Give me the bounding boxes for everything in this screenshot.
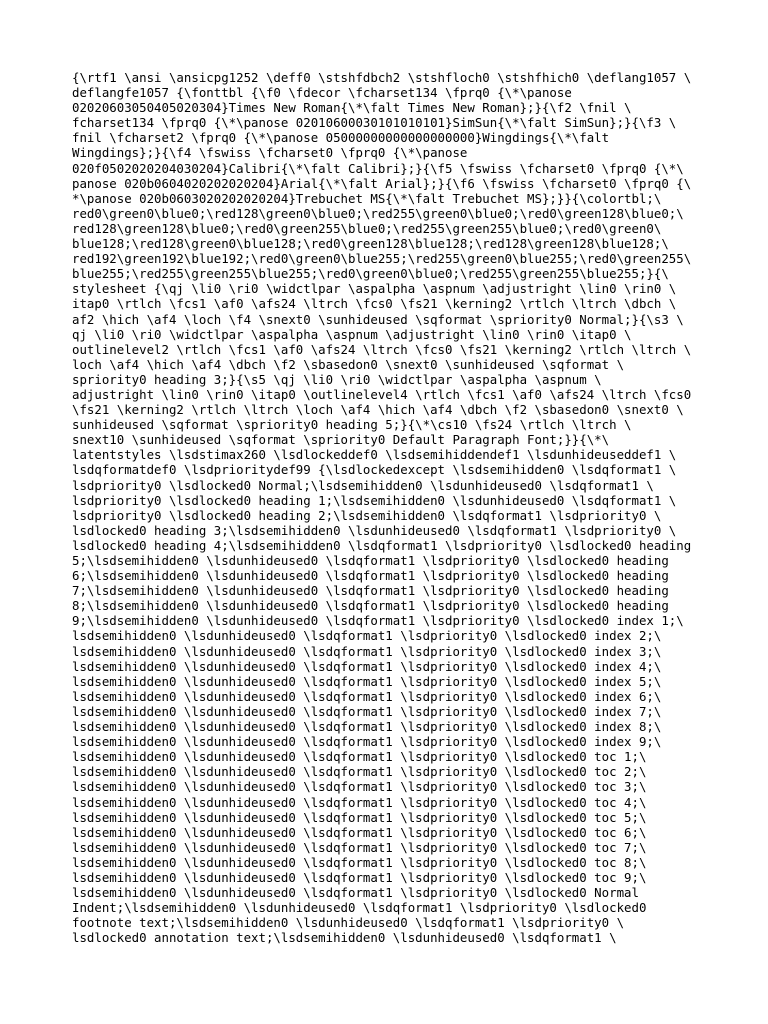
text-line: lsdsemihidden0 \lsdunhideused0 \lsdqformat1 \lsdpriority0 \lsdlocked0 toc 2;\ <box>72 764 647 780</box>
text-line: lsdpriority0 \lsdlocked0 Normal;\lsdsemihidden0 \lsdunhideused0 \lsdqformat1 \ <box>72 477 654 493</box>
text-line: lsdsemihidden0 \lsdunhideused0 \lsdqformat1 \lsdpriority0 \lsdlocked0 index 8;\ <box>72 719 662 735</box>
text-line: fcharset134 \fprq0 {\*\panose 02010600030101010101}SimSun{\*\falt SimSun};}{\f3 \ <box>72 115 677 131</box>
text-line: lsdlocked0 heading 3;\lsdsemihidden0 \lsdunhideused0 \lsdqformat1 \lsdpriority0 \ <box>72 522 677 538</box>
text-line: footnote text;\lsdsemihidden0 \lsdunhideused0 \lsdqformat1 \lsdpriority0 \ <box>72 915 625 931</box>
text-line: sunhideused \sqformat \spriority0 heading 5;}{\*\cs10 \fs24 \rtlch \ltrch \ <box>72 417 632 433</box>
text-line: lsdpriority0 \lsdlocked0 heading 2;\lsdsemihidden0 \lsdqformat1 \lsdpriority0 \ <box>72 507 662 523</box>
text-line: lsdsemihidden0 \lsdunhideused0 \lsdqformat1 \lsdpriority0 \lsdlocked0 toc 5;\ <box>72 809 647 825</box>
text-line: spriority0 heading 3;}{\s5 \qj \li0 \ri0 \widctlpar \aspalpha \aspnum \ <box>72 371 602 387</box>
text-line: red192\green192\blue192;\red0\green0\blue255;\red255\green0\blue255;\red0\green255\ <box>72 251 692 267</box>
text-line: lsdsemihidden0 \lsdunhideused0 \lsdqformat1 \lsdpriority0 \lsdlocked0 index 6;\ <box>72 688 662 704</box>
document-page <box>72 70 712 945</box>
text-line: latentstyles \lsdstimax260 \lsdlockeddef0 \lsdsemihiddendef1 \lsdunhideuseddef1 \ <box>72 447 677 463</box>
text-line: 9;\lsdsemihidden0 \lsdunhideused0 \lsdqformat1 \lsdpriority0 \lsdlocked0 index 1;\ <box>72 613 684 629</box>
text-line: lsdsemihidden0 \lsdunhideused0 \lsdqformat1 \lsdpriority0 \lsdlocked0 toc 9;\ <box>72 869 647 885</box>
text-line: itap0 \rtlch \fcs1 \af0 \afs24 \ltrch \fcs0 \fs21 \kerning2 \rtlch \ltrch \dbch \ <box>72 296 677 312</box>
text-line: lsdsemihidden0 \lsdunhideused0 \lsdqformat1 \lsdpriority0 \lsdlocked0 toc 3;\ <box>72 779 647 795</box>
text-line: 8;\lsdsemihidden0 \lsdunhideused0 \lsdqformat1 \lsdpriority0 \lsdlocked0 heading <box>72 598 669 614</box>
text-line: snext10 \sunhideused \sqformat \spriority0 Default Paragraph Font;}}{\*\ <box>72 432 610 448</box>
text-line: lsdsemihidden0 \lsdunhideused0 \lsdqformat1 \lsdpriority0 \lsdlocked0 toc 7;\ <box>72 839 647 855</box>
text-line: 7;\lsdsemihidden0 \lsdunhideused0 \lsdqformat1 \lsdpriority0 \lsdlocked0 heading <box>72 583 669 599</box>
text-line: lsdsemihidden0 \lsdunhideused0 \lsdqformat1 \lsdpriority0 \lsdlocked0 index 2;\ <box>72 628 662 644</box>
text-line: blue255;\red255\green255\blue255;\red0\green0\blue0;\red255\green255\blue255;}{\ <box>72 266 669 282</box>
text-line: lsdlocked0 heading 4;\lsdsemihidden0 \lsdqformat1 \lsdpriority0 \lsdlocked0 heading <box>72 537 692 553</box>
text-line: lsdsemihidden0 \lsdunhideused0 \lsdqformat1 \lsdpriority0 \lsdlocked0 index 3;\ <box>72 643 662 659</box>
text-line: loch \af4 \hich \af4 \dbch \f2 \sbasedon0 \snext0 \sunhideused \sqformat \ <box>72 356 625 372</box>
text-line: lsdsemihidden0 \lsdunhideused0 \lsdqformat1 \lsdpriority0 \lsdlocked0 Normal <box>72 885 639 901</box>
text-line: lsdsemihidden0 \lsdunhideused0 \lsdqformat1 \lsdpriority0 \lsdlocked0 toc 6;\ <box>72 824 647 840</box>
text-line: qj \li0 \ri0 \widctlpar \aspalpha \aspnum \adjustright \lin0 \rin0 \itap0 \ <box>72 326 632 342</box>
text-line: {\rtf1 \ansi \ansicpg1252 \deff0 \stshfdbch2 \stshfloch0 \stshfhich0 \deflang1057 \ <box>72 70 692 85</box>
text-line: lsdlocked0 annotation text;\lsdsemihidden0 \lsdunhideused0 \lsdqformat1 \ <box>72 930 617 946</box>
text-line: fnil \fcharset2 \fprq0 {\*\panose 05000000000000000000}Wingdings{\*\falt <box>72 130 610 146</box>
text-line: lsdsemihidden0 \lsdunhideused0 \lsdqformat1 \lsdpriority0 \lsdlocked0 index 7;\ <box>72 703 662 719</box>
text-line: Wingdings};}{\f4 \fswiss \fcharset0 \fprq0 {\*\panose <box>72 145 468 161</box>
text-line: lsdqformatdef0 \lsdprioritydef99 {\lsdlockedexcept \lsdsemihidden0 \lsdqformat1 \ <box>72 462 677 478</box>
text-line: 6;\lsdsemihidden0 \lsdunhideused0 \lsdqformat1 \lsdpriority0 \lsdlocked0 heading <box>72 568 669 584</box>
text-line: 02020603050405020304}Times New Roman{\*\falt Times New Roman};}{\f2 \fnil \ <box>72 100 632 116</box>
text-line: af2 \hich \af4 \loch \f4 \snext0 \sunhideused \sqformat \spriority0 Normal;}{\s3 \ <box>72 311 684 327</box>
text-line: red0\green0\blue0;\red128\green0\blue0;\red255\green0\blue0;\red0\green128\blue0;\ <box>72 205 684 221</box>
text-line: outlinelevel2 \rtlch \fcs1 \af0 \afs24 \ltrch \fcs0 \fs21 \kerning2 \rtlch \ltrch \ <box>72 341 692 357</box>
text-line: adjustright \lin0 \rin0 \itap0 \outlinelevel4 \rtlch \fcs1 \af0 \afs24 \ltrch \fcs0 <box>72 386 692 402</box>
text-line: lsdsemihidden0 \lsdunhideused0 \lsdqformat1 \lsdpriority0 \lsdlocked0 toc 8;\ <box>72 854 647 870</box>
text-line: *\panose 020b0603020202020204}Trebuchet MS{\*\falt Trebuchet MS};}}{\colortbl;\ <box>72 190 662 206</box>
text-line: blue128;\red128\green0\blue128;\red0\green128\blue128;\red128\green128\blue128;\ <box>72 236 669 252</box>
text-line: \fs21 \kerning2 \rtlch \ltrch \loch \af4 \hich \af4 \dbch \f2 \sbasedon0 \snext0 \ <box>72 402 684 418</box>
text-line: panose 020b0604020202020204}Arial{\*\falt Arial};}{\f6 \fswiss \fcharset0 \fprq0 {\ <box>72 175 692 191</box>
text-line: lsdsemihidden0 \lsdunhideused0 \lsdqformat1 \lsdpriority0 \lsdlocked0 index 9;\ <box>72 734 662 750</box>
text-line: lsdsemihidden0 \lsdunhideused0 \lsdqformat1 \lsdpriority0 \lsdlocked0 toc 4;\ <box>72 794 647 810</box>
text-line: red128\green128\blue0;\red0\green255\blue0;\red255\green255\blue0;\red0\green0\ <box>72 220 662 236</box>
text-line: 5;\lsdsemihidden0 \lsdunhideused0 \lsdqformat1 \lsdpriority0 \lsdlocked0 heading <box>72 553 669 568</box>
text-line: deflangfe1057 {\fonttbl {\f0 \fdecor \fcharset134 \fprq0 {\*\panose <box>72 85 572 101</box>
text-line: lsdsemihidden0 \lsdunhideused0 \lsdqformat1 \lsdpriority0 \lsdlocked0 toc 1;\ <box>72 749 647 765</box>
text-line: lsdsemihidden0 \lsdunhideused0 \lsdqformat1 \lsdpriority0 \lsdlocked0 index 5;\ <box>72 673 662 689</box>
text-line: Indent;\lsdsemihidden0 \lsdunhideused0 \lsdqformat1 \lsdpriority0 \lsdlocked0 <box>72 900 647 916</box>
text-line: stylesheet {\qj \li0 \ri0 \widctlpar \aspalpha \aspnum \adjustright \lin0 \rin0 \ <box>72 281 677 297</box>
text-line: lsdsemihidden0 \lsdunhideused0 \lsdqformat1 \lsdpriority0 \lsdlocked0 index 4;\ <box>72 658 662 674</box>
text-line: lsdpriority0 \lsdlocked0 heading 1;\lsdsemihidden0 \lsdunhideused0 \lsdqformat1 \ <box>72 492 677 508</box>
text-line: 020f0502020204030204}Calibri{\*\falt Calibri};}{\f5 \fswiss \fcharset0 \fprq0 {\*\ <box>72 160 684 176</box>
